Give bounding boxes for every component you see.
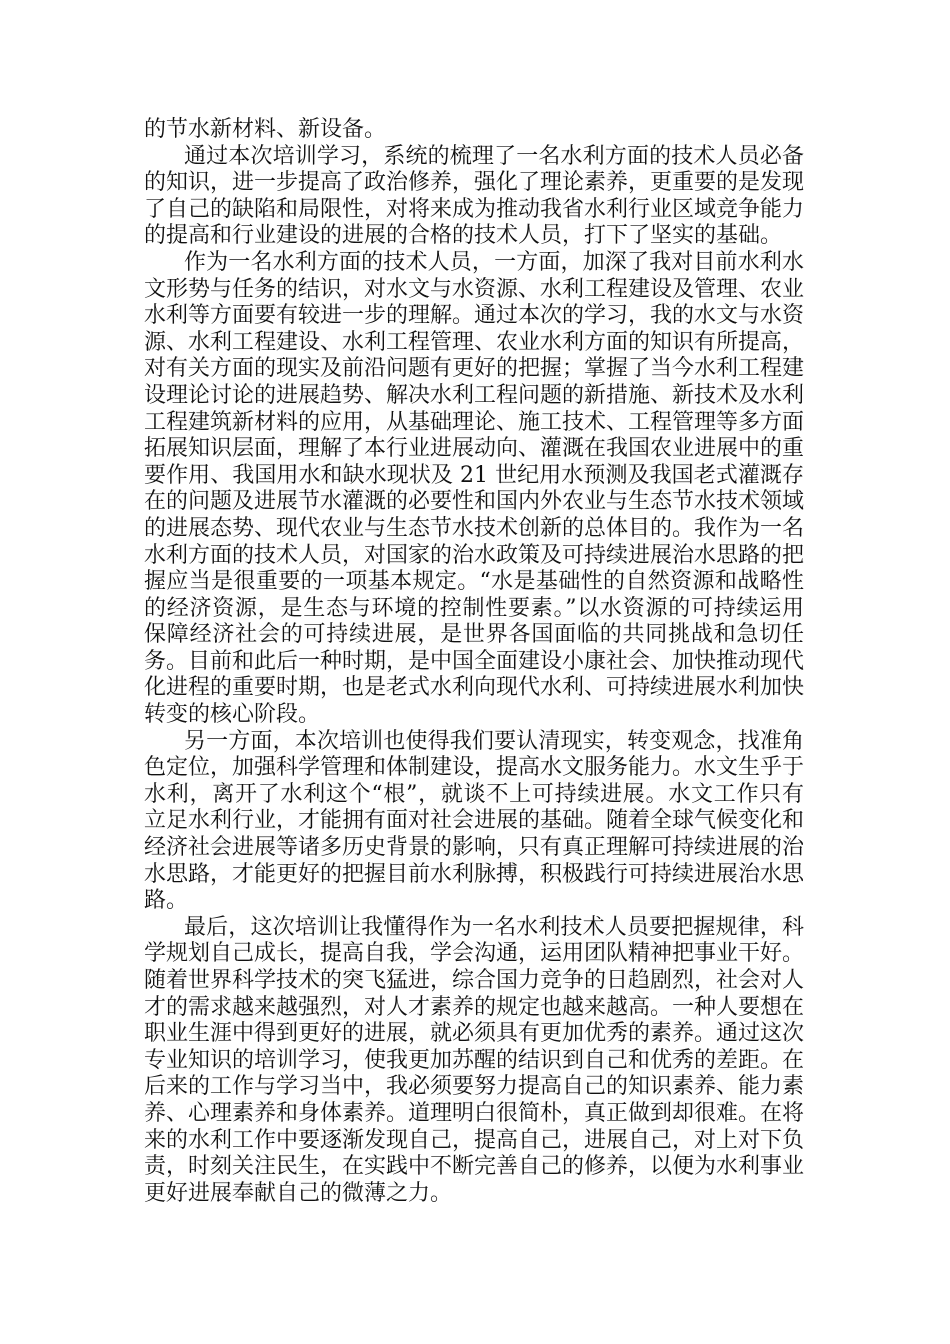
paragraph-technical-understanding: 作为一名水利方面的技术人员，一方面，加深了我对目前水利水文形势与任务的结识，对水文与水资源、水利工程建设及管理、农业水利等方面要有较进一步的理解。通过本次的学习，我的水文与水资源、水利工程建设、水利工程管理、农业水利方面的知识有所提高，对有关方面的现实及前沿问题有更好的把握；掌握了当今水利工程建设理论讨论的进展趋势、解决水利工程问题的新措施、新技术及水利工程建筑新材料的应用，从基础理论、施工技术、工程管理等多方面拓展知识层面，理解了本行业进展动向、灌溉在我国农业进展中的重要作用、我国用水和缺水现状及 21 世纪用水预测及我国老式灌溉存在的问题及进展节水灌溉的必要性和国内外农业与生态节水技术领域的进展态势、现代农业与生态节水技术创新的总体目的。我作为一名水利方面的技术人员，对国家的治水政策及可持续进展治水思路的把握应当是很重要的一项基本规定。“水是基础性的自然资源和战略性的经济资源，是生态与环境的控制性要素。”以水资源的可持续运用保障经济社会的可持续进展，是世界各国面临的共同挑战和急切任务。目前和此后一种时期，是中国全面建设小康社会、加快推动现代化进程的重要时期，也是老式水利向现代水利、可持续进展水利加快转变的核心阶段。: [144, 249, 805, 728]
paragraph-continuation: 的节水新材料、新设备。: [144, 117, 387, 142]
paragraph-conclusion: 最后，这次培训让我懂得作为一名水利技术人员要把握规律，科学规划自己成长，提高自我，学会沟通，运用团队精神把事业干好。随着世界科学技术的突飞猛进，综合国力竞争的日趋剧烈，社会对人才的需求越来越强烈，对人才素养的规定也越来越高。一种人要想在职业生涯中得到更好的进展，就必须具有更加优秀的素养。通过这次专业知识的培训学习，使我更加苏醒的结识到自己和优秀的差距。在后来的工作与学习当中，我必须要努力提高自己的知识素养、能力素养、心理素养和身体素养。道理明白很简朴，真正做到却很难。在将来的水利工作中要逐渐发现自己，提高自己，进展自己，对上对下负责，时刻关注民生，在实践中不断完善自己的修养，以便为水利事业更好进展奉献自己的微薄之力。: [144, 914, 805, 1206]
document-page: [144, 117, 804, 1207]
paragraph-training-summary: 通过本次培训学习，系统的梳理了一名水利方面的技术人员必备的知识，进一步提高了政治修养，强化了理论素养，更重要的是发现了自己的缺陷和局限性，对将来成为推动我省水利行业区域竞争能力的提高和行业建设的进展的合格的技术人员，打下了坚实的基础。: [144, 143, 805, 249]
paragraph-role-positioning: 另一方面，本次培训也使得我们要认清现实，转变观念，找准角色定位，加强科学管理和体制建设，提高水文服务能力。水文生乎于水利，离开了水利这个“根”，就谈不上可持续进展。水文工作只有立足水利行业，才能拥有面对社会进展的基础。随着全球气候变化和经济社会进展等诸多历史背景的影响，只有真正理解可持续进展的治水思路，才能更好的把握目前水利脉搏，积极践行可持续进展治水思路。: [144, 728, 805, 914]
